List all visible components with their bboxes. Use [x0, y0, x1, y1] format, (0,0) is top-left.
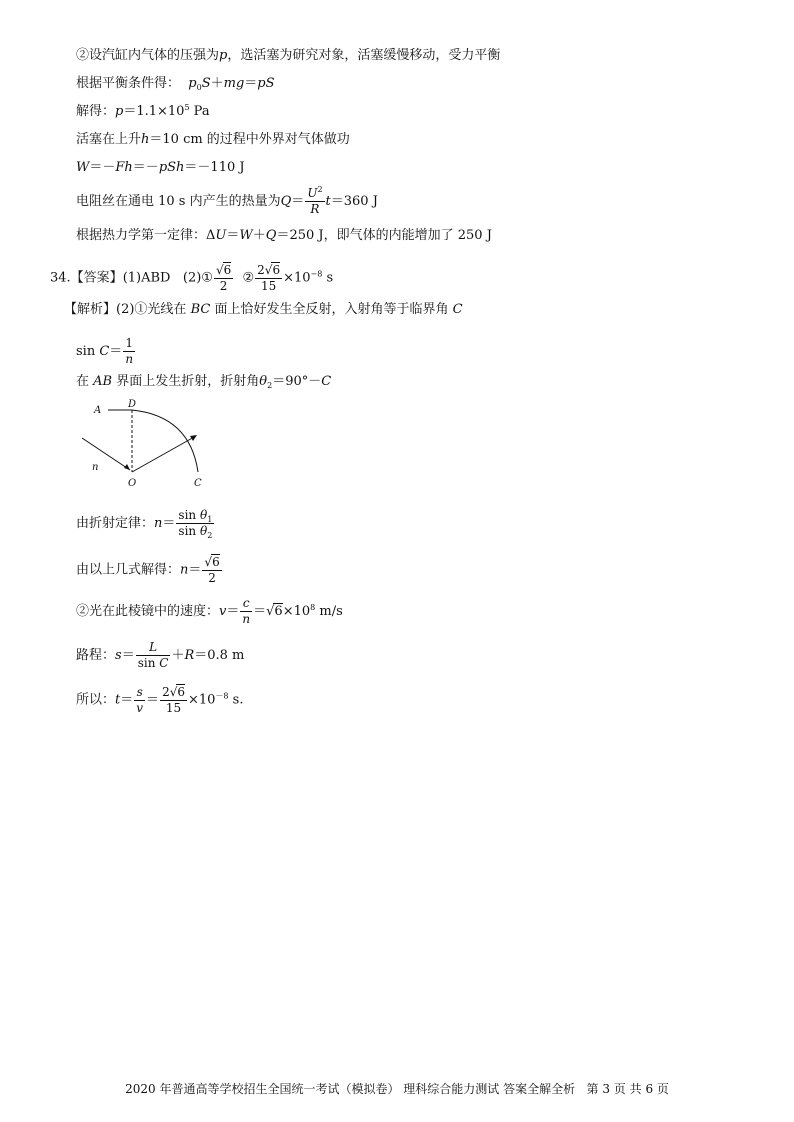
page-footer: 2020 年普通高等学校招生全国统一考试（模拟卷） 理科综合能力测试 答案全解全析 第 3 页 共 6 页 — [125, 1082, 669, 1096]
incident-arrow — [124, 464, 130, 470]
text-line-heat: 电阻丝在通电 10 s 内产生的热量为Q＝ $\frac{U^2}{R}$ t＝360 J — [76, 185, 378, 216]
fraction-l-sinc: $\frac{L}{\text{sin C}}$ — [137, 640, 169, 670]
eq-path: 路程：s＝ $\frac{L}{\text{sin C}}$ ＋R＝0.8 m — [76, 640, 245, 670]
text-line-solve-p: 解得：$p=1.1\times 10^5$ Pa — [76, 103, 210, 119]
analysis-intro: 【解析】(2)①光线在 BC 面上恰好发生全反射，入射角等于临界角 C — [64, 302, 463, 317]
fraction-sin-ratio: $\frac{\sin \theta_1}{\sin \theta_2}$ — [178, 508, 213, 540]
eq-sinc: sin C＝ $\frac{1}{n}$ — [76, 336, 134, 366]
refracted-arrow — [190, 435, 197, 441]
refracted-ray — [132, 436, 196, 472]
fraction-u2-r: $\frac{U^2}{R}$ — [307, 185, 323, 216]
eq-n-result: 由以上几式解得：n＝ $\frac{√6}{2}$ — [76, 555, 220, 585]
text-refraction: 在 AB 界面上发生折射，折射角$\theta_2=90^\circ-C$ — [76, 374, 332, 390]
label-c: C — [194, 478, 202, 489]
text-line-first-law: 根据热力学第一定律：ΔU＝W＋Q＝250 J，即气体的内能增加了 250 J — [76, 228, 492, 243]
eq-snell: 由折射定律：n＝ $\frac{\sin \theta_1}{\sin \theta_2}$ — [76, 508, 213, 540]
fraction-c-n: $\frac{c}{n}$ — [242, 596, 251, 626]
eq-speed: ②光在此棱镜中的速度：v＝ $\frac{c}{n}$ $=√6\times 10^8$ m/s — [76, 596, 343, 626]
fraction-sqrt6-2: $\frac{√6}{2}$ — [215, 263, 232, 293]
incident-ray — [82, 438, 130, 470]
text-line-pressure: ②设汽缸内气体的压强为p，选活塞为研究对象，活塞缓慢移动，受力平衡 — [76, 48, 501, 63]
fraction-2sqrt6-15-b: $\frac{2√6}{15}$ — [162, 685, 185, 715]
label-a: A — [94, 405, 102, 416]
text-line-equilibrium: 根据平衡条件得： $p_0S+mg=pS$ — [76, 76, 275, 92]
text-line-work: W＝－Fh＝－pSh＝－110 J — [76, 160, 245, 175]
fraction-s-v: $\frac{s}{v}$ — [136, 684, 144, 715]
answer-34: 34.【答案】(1)ABD (2)① $\frac{√6}{2}$ ② $\frac{2√6}{15}$ $\times 10^{-8}$ s — [50, 263, 334, 293]
text-line-rise: 活塞在上升h＝10 cm 的过程中外界对气体做功 — [76, 132, 350, 147]
fraction-sqrt6-2-b: $\frac{√6}{2}$ — [204, 555, 220, 585]
label-d: D — [128, 399, 137, 410]
label-o: O — [128, 478, 137, 489]
page-number: 第 3 页 共 6 页 — [586, 1082, 669, 1096]
eq-time: 所以：t＝ $\frac{s}{v}$ ＝ $\frac{2√6}{15}$ $\times 10^{-8}$ s. — [76, 684, 244, 715]
label-n: n — [92, 462, 99, 473]
prism-diagram — [80, 398, 220, 490]
fraction-1-n: $\frac{1}{n}$ — [125, 336, 134, 366]
fraction-2sqrt6-15: $\frac{2√6}{15}$ — [257, 263, 281, 293]
